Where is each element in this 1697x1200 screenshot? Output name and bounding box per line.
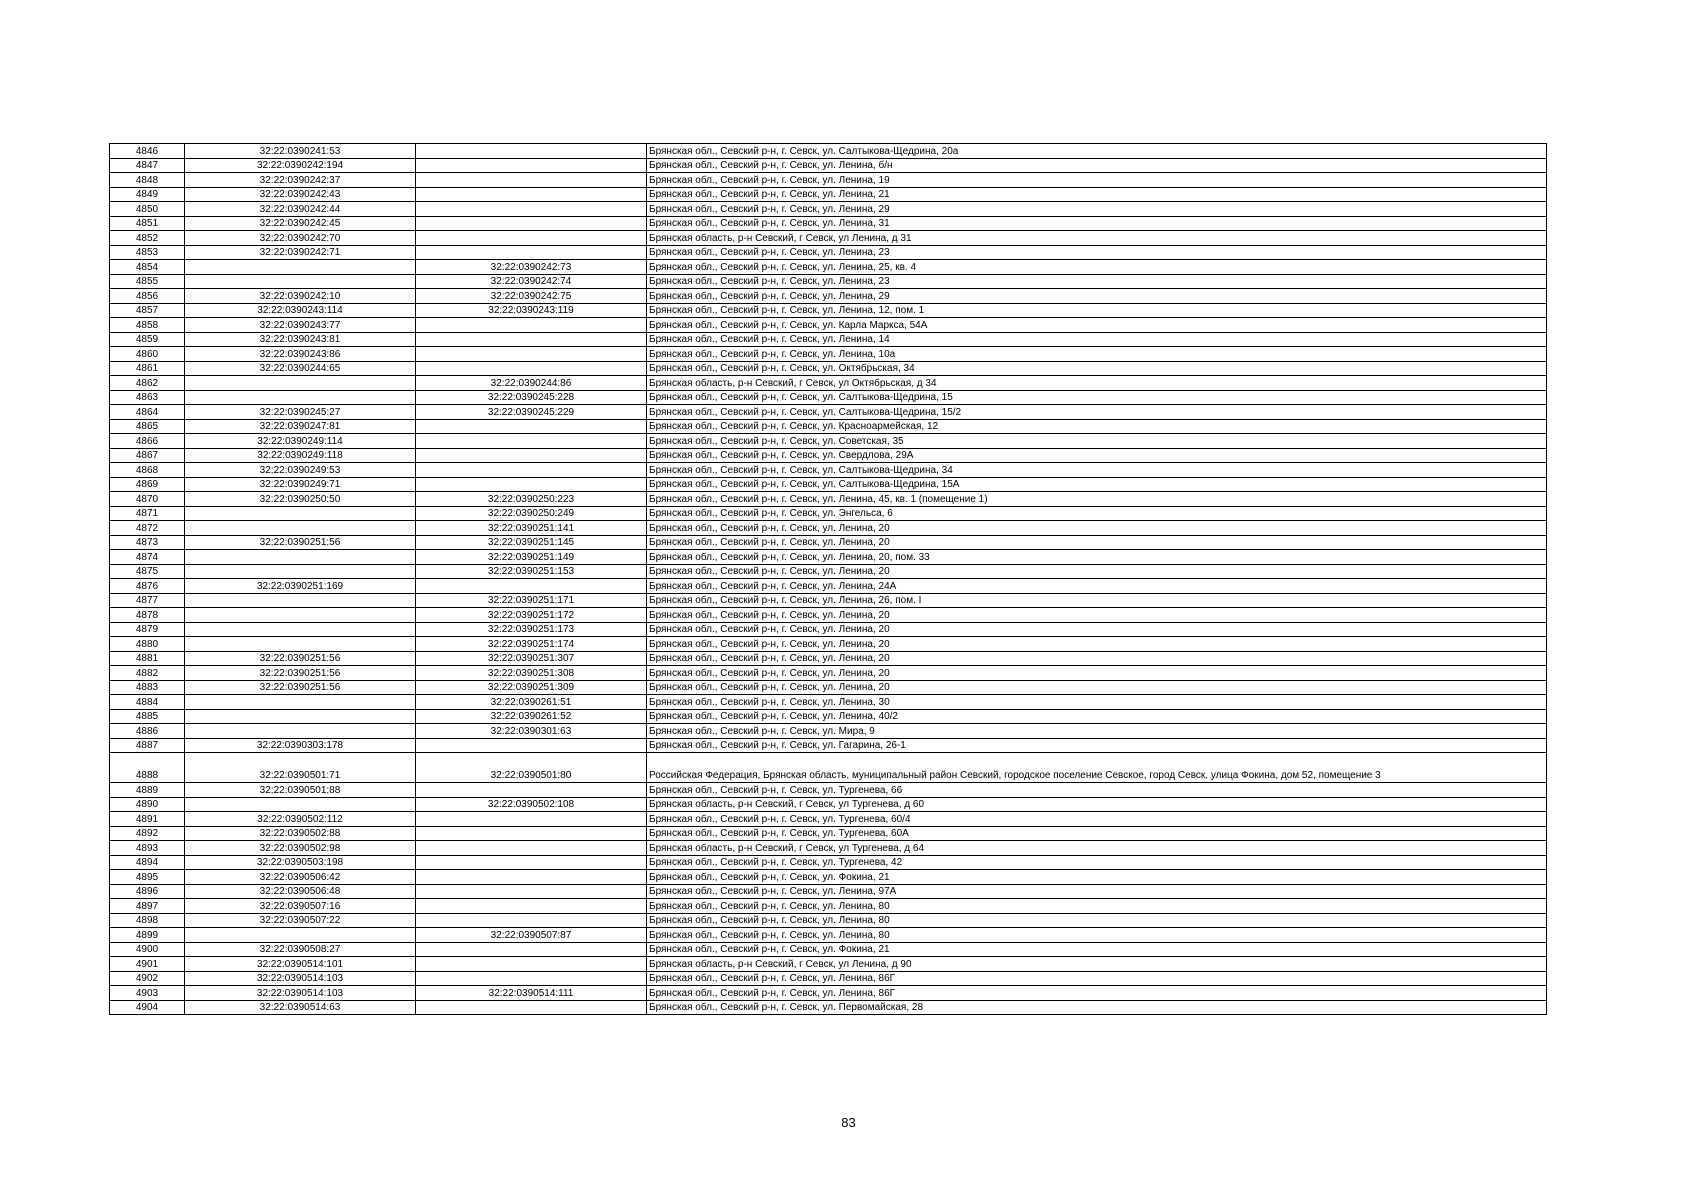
table-row bbox=[110, 448, 1547, 463]
table-row bbox=[110, 303, 1547, 318]
cadastral-number-cell: 32:22:0390251:56 bbox=[185, 535, 416, 550]
address-cell: Брянская обл., Севский р-н, г. Севск, ул. Салтыкова-Щедрина, 34 bbox=[647, 463, 1547, 478]
address-cell: Брянская область, р-н Севский, г Севск, ул Ленина, д 31 bbox=[647, 231, 1547, 246]
related-cadastral-number-cell: 32:22:0390245:228 bbox=[416, 390, 647, 405]
address-cell: Брянская обл., Севский р-н, г. Севск, ул. Ленина, 80 bbox=[647, 899, 1547, 914]
cadastral-number-cell: 32:22:0390507:16 bbox=[185, 899, 416, 914]
address-cell: Брянская обл., Севский р-н, г. Севск, ул. Фокина, 21 bbox=[647, 942, 1547, 957]
related-cadastral-number-cell: 32:22:0390514:111 bbox=[416, 986, 647, 1001]
address-cell: Брянская обл., Севский р-н, г. Севск, ул. Ленина, 20 bbox=[647, 651, 1547, 666]
row-number-cell: 4877 bbox=[110, 593, 185, 608]
related-cadastral-number-cell bbox=[416, 347, 647, 362]
table-row bbox=[110, 492, 1547, 507]
cadastral-number-cell: 32:22:0390250:50 bbox=[185, 492, 416, 507]
row-number-cell: 4888 bbox=[110, 753, 185, 783]
table-row bbox=[110, 231, 1547, 246]
address-cell: Брянская обл., Севский р-н, г. Севск, ул. Ленина, 23 bbox=[647, 245, 1547, 260]
row-number-cell: 4900 bbox=[110, 942, 185, 957]
related-cadastral-number-cell bbox=[416, 144, 647, 159]
table-row bbox=[110, 1000, 1547, 1015]
row-number-cell: 4873 bbox=[110, 535, 185, 550]
address-cell: Брянская обл., Севский р-н, г. Севск, ул. Ленина, 20 bbox=[647, 535, 1547, 550]
table-row bbox=[110, 535, 1547, 550]
related-cadastral-number-cell: 32:22:0390261:51 bbox=[416, 695, 647, 710]
row-number-cell: 4890 bbox=[110, 797, 185, 812]
row-number-cell: 4862 bbox=[110, 376, 185, 391]
address-cell: Брянская область, р-н Севский, г Севск, ул Тургенева, д 64 bbox=[647, 841, 1547, 856]
table-row bbox=[110, 260, 1547, 275]
cadastral-number-cell: 32:22:0390514:103 bbox=[185, 971, 416, 986]
cadastral-number-cell: 32:22:0390242:37 bbox=[185, 173, 416, 188]
related-cadastral-number-cell: 32:22:0390251:145 bbox=[416, 535, 647, 550]
address-cell: Брянская обл., Севский р-н, г. Севск, ул. Салтыкова-Щедрина, 15 bbox=[647, 390, 1547, 405]
address-cell: Брянская обл., Севский р-н, г. Севск, ул. Тургенева, 66 bbox=[647, 783, 1547, 798]
related-cadastral-number-cell bbox=[416, 855, 647, 870]
row-number-cell: 4878 bbox=[110, 608, 185, 623]
row-number-cell: 4874 bbox=[110, 550, 185, 565]
address-cell: Брянская обл., Севский р-н, г. Севск, ул. Гагарина, 26-1 bbox=[647, 738, 1547, 753]
cadastral-number-cell bbox=[185, 724, 416, 739]
related-cadastral-number-cell bbox=[416, 419, 647, 434]
address-cell: Брянская обл., Севский р-н, г. Севск, ул. Ленина, 86Г bbox=[647, 986, 1547, 1001]
related-cadastral-number-cell: 32:22:0390261:52 bbox=[416, 709, 647, 724]
cadastral-number-cell: 32:22:0390249:114 bbox=[185, 434, 416, 449]
table-row bbox=[110, 173, 1547, 188]
cadastral-number-cell bbox=[185, 797, 416, 812]
related-cadastral-number-cell: 32:22:0390242:74 bbox=[416, 274, 647, 289]
related-cadastral-number-cell: 32:22:0390251:307 bbox=[416, 651, 647, 666]
table-row bbox=[110, 666, 1547, 681]
address-cell: Брянская обл., Севский р-н, г. Севск, ул. Ленина, 12, пом. 1 bbox=[647, 303, 1547, 318]
related-cadastral-number-cell: 32:22:0390251:172 bbox=[416, 608, 647, 623]
table-row bbox=[110, 564, 1547, 579]
address-cell: Брянская обл., Севский р-н, г. Севск, ул. Тургенева, 60А bbox=[647, 826, 1547, 841]
page-number: 83 bbox=[841, 1115, 856, 1130]
row-number-cell: 4902 bbox=[110, 971, 185, 986]
cadastral-number-cell: 32:22:0390502:98 bbox=[185, 841, 416, 856]
table-row bbox=[110, 855, 1547, 870]
address-cell: Брянская обл., Севский р-н, г. Севск, ул. Ленина, 20 bbox=[647, 666, 1547, 681]
table-row bbox=[110, 521, 1547, 536]
related-cadastral-number-cell: 32:22:0390251:149 bbox=[416, 550, 647, 565]
cadastral-number-cell: 32:22:0390249:71 bbox=[185, 477, 416, 492]
cadastral-number-cell: 32:22:0390243:114 bbox=[185, 303, 416, 318]
address-cell: Брянская обл., Севский р-н, г. Севск, ул. Ленина, 40/2 bbox=[647, 709, 1547, 724]
table-row bbox=[110, 899, 1547, 914]
table-row bbox=[110, 274, 1547, 289]
related-cadastral-number-cell: 32:22:0390251:309 bbox=[416, 680, 647, 695]
cadastral-number-cell bbox=[185, 260, 416, 275]
related-cadastral-number-cell bbox=[416, 463, 647, 478]
registry-table bbox=[109, 143, 1547, 1015]
row-number-cell: 4863 bbox=[110, 390, 185, 405]
row-number-cell: 4872 bbox=[110, 521, 185, 536]
related-cadastral-number-cell bbox=[416, 332, 647, 347]
address-cell: Брянская обл., Севский р-н, г. Севск, ул. Ленина, 19 bbox=[647, 173, 1547, 188]
row-number-cell: 4897 bbox=[110, 899, 185, 914]
address-cell: Брянская обл., Севский р-н, г. Севск, ул. Ленина, б/н bbox=[647, 158, 1547, 173]
row-number-cell: 4903 bbox=[110, 986, 185, 1001]
related-cadastral-number-cell bbox=[416, 173, 647, 188]
cadastral-number-cell bbox=[185, 622, 416, 637]
address-cell: Брянская обл., Севский р-н, г. Севск, ул. Ленина, 20, пом. 33 bbox=[647, 550, 1547, 565]
row-number-cell: 4850 bbox=[110, 202, 185, 217]
table-row bbox=[110, 318, 1547, 333]
related-cadastral-number-cell: 32:22:0390251:308 bbox=[416, 666, 647, 681]
address-cell: Брянская обл., Севский р-н, г. Севск, ул. Ленина, 20 bbox=[647, 521, 1547, 536]
address-cell: Брянская обл., Севский р-н, г. Севск, ул. Ленина, 20 bbox=[647, 637, 1547, 652]
cadastral-number-cell: 32:22:0390251:56 bbox=[185, 666, 416, 681]
related-cadastral-number-cell bbox=[416, 738, 647, 753]
cadastral-number-cell: 32:22:0390502:112 bbox=[185, 812, 416, 827]
table-row bbox=[110, 376, 1547, 391]
table-row bbox=[110, 289, 1547, 304]
address-cell: Брянская обл., Севский р-н, г. Севск, ул. Ленина, 10а bbox=[647, 347, 1547, 362]
row-number-cell: 4882 bbox=[110, 666, 185, 681]
related-cadastral-number-cell bbox=[416, 899, 647, 914]
row-number-cell: 4868 bbox=[110, 463, 185, 478]
address-cell: Брянская область, р-н Севский, г Севск, ул Тургенева, д 60 bbox=[647, 797, 1547, 812]
cadastral-number-cell: 32:22:0390501:71 bbox=[185, 753, 416, 783]
row-number-cell: 4855 bbox=[110, 274, 185, 289]
address-cell: Брянская обл., Севский р-н, г. Севск, ул. Ленина, 97А bbox=[647, 884, 1547, 899]
address-cell: Брянская обл., Севский р-н, г. Севск, ул. Салтыкова-Щедрина, 15А bbox=[647, 477, 1547, 492]
row-number-cell: 4889 bbox=[110, 783, 185, 798]
table-row bbox=[110, 463, 1547, 478]
address-cell: Брянская обл., Севский р-н, г. Севск, ул. Красноармейская, 12 bbox=[647, 419, 1547, 434]
cadastral-number-cell: 32:22:0390242:45 bbox=[185, 216, 416, 231]
related-cadastral-number-cell bbox=[416, 477, 647, 492]
address-cell: Брянская обл., Севский р-н, г. Севск, ул. Салтыкова-Щедрина, 20а bbox=[647, 144, 1547, 159]
row-number-cell: 4885 bbox=[110, 709, 185, 724]
related-cadastral-number-cell bbox=[416, 579, 647, 594]
related-cadastral-number-cell: 32:22:0390501:80 bbox=[416, 753, 647, 783]
address-cell: Брянская обл., Севский р-н, г. Севск, ул. Ленина, 26, пом. I bbox=[647, 593, 1547, 608]
address-cell: Брянская обл., Севский р-н, г. Севск, ул. Тургенева, 42 bbox=[647, 855, 1547, 870]
row-number-cell: 4876 bbox=[110, 579, 185, 594]
address-cell: Брянская обл., Севский р-н, г. Севск, ул. Ленина, 24А bbox=[647, 579, 1547, 594]
row-number-cell: 4895 bbox=[110, 870, 185, 885]
row-number-cell: 4875 bbox=[110, 564, 185, 579]
address-cell: Брянская обл., Севский р-н, г. Севск, ул. Советская, 35 bbox=[647, 434, 1547, 449]
related-cadastral-number-cell: 32:22:0390245:229 bbox=[416, 405, 647, 420]
cadastral-number-cell: 32:22:0390242:43 bbox=[185, 187, 416, 202]
cadastral-number-cell: 32:22:0390245:27 bbox=[185, 405, 416, 420]
cadastral-number-cell: 32:22:0390243:81 bbox=[185, 332, 416, 347]
address-cell: Брянская обл., Севский р-н, г. Севск, ул. Ленина, 20 bbox=[647, 608, 1547, 623]
row-number-cell: 4851 bbox=[110, 216, 185, 231]
table-row bbox=[110, 477, 1547, 492]
address-cell: Брянская обл., Севский р-н, г. Севск, ул. Фокина, 21 bbox=[647, 870, 1547, 885]
table-row bbox=[110, 651, 1547, 666]
row-number-cell: 4894 bbox=[110, 855, 185, 870]
address-cell: Брянская обл., Севский р-н, г. Севск, ул. Ленина, 14 bbox=[647, 332, 1547, 347]
address-cell: Брянская обл., Севский р-н, г. Севск, ул. Ленина, 80 bbox=[647, 913, 1547, 928]
cadastral-number-cell: 32:22:0390251:56 bbox=[185, 680, 416, 695]
row-number-cell: 4896 bbox=[110, 884, 185, 899]
related-cadastral-number-cell bbox=[416, 942, 647, 957]
related-cadastral-number-cell bbox=[416, 318, 647, 333]
row-number-cell: 4847 bbox=[110, 158, 185, 173]
cadastral-number-cell: 32:22:0390244:65 bbox=[185, 361, 416, 376]
row-number-cell: 4879 bbox=[110, 622, 185, 637]
cadastral-number-cell: 32:22:0390242:70 bbox=[185, 231, 416, 246]
table-row bbox=[110, 202, 1547, 217]
related-cadastral-number-cell bbox=[416, 841, 647, 856]
table-row bbox=[110, 709, 1547, 724]
related-cadastral-number-cell bbox=[416, 231, 647, 246]
cadastral-number-cell bbox=[185, 593, 416, 608]
related-cadastral-number-cell bbox=[416, 812, 647, 827]
cadastral-number-cell: 32:22:0390507:22 bbox=[185, 913, 416, 928]
related-cadastral-number-cell bbox=[416, 783, 647, 798]
related-cadastral-number-cell: 32:22:0390251:141 bbox=[416, 521, 647, 536]
address-cell: Брянская обл., Севский р-н, г. Севск, ул. Октябрьская, 34 bbox=[647, 361, 1547, 376]
table-row bbox=[110, 622, 1547, 637]
row-number-cell: 4881 bbox=[110, 651, 185, 666]
row-number-cell: 4859 bbox=[110, 332, 185, 347]
cadastral-number-cell: 32:22:0390506:42 bbox=[185, 870, 416, 885]
registry-table-body bbox=[110, 144, 1547, 1015]
related-cadastral-number-cell bbox=[416, 434, 647, 449]
table-row bbox=[110, 506, 1547, 521]
cadastral-number-cell bbox=[185, 390, 416, 405]
row-number-cell: 4856 bbox=[110, 289, 185, 304]
table-row bbox=[110, 884, 1547, 899]
table-row bbox=[110, 928, 1547, 943]
table-row bbox=[110, 870, 1547, 885]
table-row bbox=[110, 347, 1547, 362]
table-row bbox=[110, 405, 1547, 420]
related-cadastral-number-cell: 32:22:0390502:108 bbox=[416, 797, 647, 812]
row-number-cell: 4901 bbox=[110, 957, 185, 972]
address-cell: Брянская обл., Севский р-н, г. Севск, ул. Ленина, 25, кв. 4 bbox=[647, 260, 1547, 275]
table-row bbox=[110, 332, 1547, 347]
cadastral-number-cell: 32:22:0390514:63 bbox=[185, 1000, 416, 1015]
table-row bbox=[110, 986, 1547, 1001]
related-cadastral-number-cell: 32:22:0390251:174 bbox=[416, 637, 647, 652]
related-cadastral-number-cell bbox=[416, 202, 647, 217]
table-row bbox=[110, 695, 1547, 710]
table-row bbox=[110, 361, 1547, 376]
related-cadastral-number-cell: 32:22:0390243:119 bbox=[416, 303, 647, 318]
related-cadastral-number-cell: 32:22:0390251:171 bbox=[416, 593, 647, 608]
row-number-cell: 4857 bbox=[110, 303, 185, 318]
address-cell: Брянская обл., Севский р-н, г. Севск, ул. Свердлова, 29А bbox=[647, 448, 1547, 463]
cadastral-number-cell: 32:22:0390506:48 bbox=[185, 884, 416, 899]
row-number-cell: 4854 bbox=[110, 260, 185, 275]
row-number-cell: 4864 bbox=[110, 405, 185, 420]
address-cell: Брянская область, р-н Севский, г Севск, ул Октябрьская, д 34 bbox=[647, 376, 1547, 391]
table-row bbox=[110, 608, 1547, 623]
row-number-cell: 4870 bbox=[110, 492, 185, 507]
related-cadastral-number-cell: 32:22:0390301:63 bbox=[416, 724, 647, 739]
cadastral-number-cell bbox=[185, 709, 416, 724]
related-cadastral-number-cell: 32:22:0390507:87 bbox=[416, 928, 647, 943]
cadastral-number-cell: 32:22:0390241:53 bbox=[185, 144, 416, 159]
cadastral-number-cell: 32:22:0390508:27 bbox=[185, 942, 416, 957]
related-cadastral-number-cell bbox=[416, 245, 647, 260]
table-row bbox=[110, 724, 1547, 739]
row-number-cell: 4892 bbox=[110, 826, 185, 841]
row-number-cell: 4893 bbox=[110, 841, 185, 856]
table-row bbox=[110, 783, 1547, 798]
related-cadastral-number-cell bbox=[416, 187, 647, 202]
related-cadastral-number-cell: 32:22:0390244:86 bbox=[416, 376, 647, 391]
related-cadastral-number-cell bbox=[416, 1000, 647, 1015]
cadastral-number-cell: 32:22:0390242:10 bbox=[185, 289, 416, 304]
cadastral-number-cell bbox=[185, 274, 416, 289]
table-row bbox=[110, 245, 1547, 260]
table-row bbox=[110, 680, 1547, 695]
address-cell: Брянская обл., Севский р-н, г. Севск, ул. Ленина, 21 bbox=[647, 187, 1547, 202]
related-cadastral-number-cell: 32:22:0390242:73 bbox=[416, 260, 647, 275]
row-number-cell: 4849 bbox=[110, 187, 185, 202]
cadastral-number-cell: 32:22:0390251:169 bbox=[185, 579, 416, 594]
row-number-cell: 4867 bbox=[110, 448, 185, 463]
table-row bbox=[110, 216, 1547, 231]
row-number-cell: 4853 bbox=[110, 245, 185, 260]
address-cell: Брянская обл., Севский р-н, г. Севск, ул. Ленина, 20 bbox=[647, 680, 1547, 695]
cadastral-number-cell: 32:22:0390242:44 bbox=[185, 202, 416, 217]
row-number-cell: 4860 bbox=[110, 347, 185, 362]
cadastral-number-cell: 32:22:0390249:53 bbox=[185, 463, 416, 478]
row-number-cell: 4871 bbox=[110, 506, 185, 521]
table-row bbox=[110, 942, 1547, 957]
cadastral-number-cell bbox=[185, 376, 416, 391]
table-row bbox=[110, 434, 1547, 449]
table-row bbox=[110, 753, 1547, 783]
related-cadastral-number-cell bbox=[416, 361, 647, 376]
cadastral-number-cell: 32:22:0390247:81 bbox=[185, 419, 416, 434]
cadastral-number-cell: 32:22:0390249:118 bbox=[185, 448, 416, 463]
table-row bbox=[110, 913, 1547, 928]
related-cadastral-number-cell: 32:22:0390242:75 bbox=[416, 289, 647, 304]
related-cadastral-number-cell: 32:22:0390250:223 bbox=[416, 492, 647, 507]
row-number-cell: 4898 bbox=[110, 913, 185, 928]
cadastral-number-cell bbox=[185, 608, 416, 623]
table-row bbox=[110, 738, 1547, 753]
row-number-cell: 4899 bbox=[110, 928, 185, 943]
cadastral-number-cell: 32:22:0390243:77 bbox=[185, 318, 416, 333]
cadastral-number-cell: 32:22:0390514:103 bbox=[185, 986, 416, 1001]
table-row bbox=[110, 593, 1547, 608]
table-row bbox=[110, 957, 1547, 972]
table-row bbox=[110, 419, 1547, 434]
row-number-cell: 4887 bbox=[110, 738, 185, 753]
row-number-cell: 4861 bbox=[110, 361, 185, 376]
row-number-cell: 4886 bbox=[110, 724, 185, 739]
row-number-cell: 4852 bbox=[110, 231, 185, 246]
row-number-cell: 4846 bbox=[110, 144, 185, 159]
table-row bbox=[110, 841, 1547, 856]
related-cadastral-number-cell bbox=[416, 158, 647, 173]
address-cell: Брянская обл., Севский р-н, г. Севск, ул. Ленина, 45, кв. 1 (помещение 1) bbox=[647, 492, 1547, 507]
cadastral-number-cell: 32:22:0390502:88 bbox=[185, 826, 416, 841]
row-number-cell: 4884 bbox=[110, 695, 185, 710]
address-cell: Брянская обл., Севский р-н, г. Севск, ул. Энгельса, 6 bbox=[647, 506, 1547, 521]
address-cell: Брянская обл., Севский р-н, г. Севск, ул. Ленина, 80 bbox=[647, 928, 1547, 943]
cadastral-number-cell: 32:22:0390303:178 bbox=[185, 738, 416, 753]
cadastral-number-cell: 32:22:0390242:71 bbox=[185, 245, 416, 260]
related-cadastral-number-cell: 32:22:0390251:153 bbox=[416, 564, 647, 579]
table-row bbox=[110, 158, 1547, 173]
row-number-cell: 4880 bbox=[110, 637, 185, 652]
cadastral-number-cell bbox=[185, 550, 416, 565]
cadastral-number-cell bbox=[185, 521, 416, 536]
related-cadastral-number-cell bbox=[416, 216, 647, 231]
table-row bbox=[110, 797, 1547, 812]
related-cadastral-number-cell bbox=[416, 971, 647, 986]
address-cell: Брянская обл., Севский р-н, г. Севск, ул. Ленина, 31 bbox=[647, 216, 1547, 231]
related-cadastral-number-cell bbox=[416, 870, 647, 885]
row-number-cell: 4904 bbox=[110, 1000, 185, 1015]
cadastral-number-cell: 32:22:0390503:198 bbox=[185, 855, 416, 870]
address-cell: Брянская обл., Севский р-н, г. Севск, ул. Ленина, 20 bbox=[647, 622, 1547, 637]
address-cell: Российская Федерация, Брянская область, муниципальный район Севский, городское поселение Севское, город Севск, улица Фокина, дом 52, помещение 3 bbox=[647, 753, 1547, 783]
address-cell: Брянская обл., Севский р-н, г. Севск, ул. Ленина, 20 bbox=[647, 564, 1547, 579]
cadastral-number-cell bbox=[185, 637, 416, 652]
row-number-cell: 4883 bbox=[110, 680, 185, 695]
table-row bbox=[110, 812, 1547, 827]
address-cell: Брянская обл., Севский р-н, г. Севск, ул. Первомайская, 28 bbox=[647, 1000, 1547, 1015]
related-cadastral-number-cell: 32:22:0390251:173 bbox=[416, 622, 647, 637]
address-cell: Брянская обл., Севский р-н, г. Севск, ул. Ленина, 29 bbox=[647, 289, 1547, 304]
cadastral-number-cell bbox=[185, 564, 416, 579]
address-cell: Брянская обл., Севский р-н, г. Севск, ул. Мира, 9 bbox=[647, 724, 1547, 739]
related-cadastral-number-cell bbox=[416, 913, 647, 928]
table-row bbox=[110, 579, 1547, 594]
table-row bbox=[110, 550, 1547, 565]
address-cell: Брянская обл., Севский р-н, г. Севск, ул. Тургенева, 60/4 bbox=[647, 812, 1547, 827]
table-row bbox=[110, 144, 1547, 159]
cadastral-number-cell: 32:22:0390501:88 bbox=[185, 783, 416, 798]
row-number-cell: 4891 bbox=[110, 812, 185, 827]
cadastral-number-cell: 32:22:0390514:101 bbox=[185, 957, 416, 972]
related-cadastral-number-cell: 32:22:0390250:249 bbox=[416, 506, 647, 521]
address-cell: Брянская обл., Севский р-н, г. Севск, ул. Салтыкова-Щедрина, 15/2 bbox=[647, 405, 1547, 420]
cadastral-number-cell bbox=[185, 506, 416, 521]
address-cell: Брянская обл., Севский р-н, г. Севск, ул. Ленина, 23 bbox=[647, 274, 1547, 289]
address-cell: Брянская обл., Севский р-н, г. Севск, ул. Карла Маркса, 54А bbox=[647, 318, 1547, 333]
related-cadastral-number-cell bbox=[416, 957, 647, 972]
cadastral-number-cell: 32:22:0390251:56 bbox=[185, 651, 416, 666]
cadastral-number-cell: 32:22:0390242:194 bbox=[185, 158, 416, 173]
table-row bbox=[110, 187, 1547, 202]
address-cell: Брянская область, р-н Севский, г Севск, ул Ленина, д 90 bbox=[647, 957, 1547, 972]
row-number-cell: 4848 bbox=[110, 173, 185, 188]
cadastral-number-cell: 32:22:0390243:86 bbox=[185, 347, 416, 362]
row-number-cell: 4866 bbox=[110, 434, 185, 449]
table-row bbox=[110, 390, 1547, 405]
related-cadastral-number-cell bbox=[416, 826, 647, 841]
table-row bbox=[110, 637, 1547, 652]
related-cadastral-number-cell bbox=[416, 448, 647, 463]
address-cell: Брянская обл., Севский р-н, г. Севск, ул. Ленина, 86Г bbox=[647, 971, 1547, 986]
address-cell: Брянская обл., Севский р-н, г. Севск, ул. Ленина, 30 bbox=[647, 695, 1547, 710]
related-cadastral-number-cell bbox=[416, 884, 647, 899]
cadastral-number-cell bbox=[185, 928, 416, 943]
table-row bbox=[110, 826, 1547, 841]
address-cell: Брянская обл., Севский р-н, г. Севск, ул. Ленина, 29 bbox=[647, 202, 1547, 217]
table-row bbox=[110, 971, 1547, 986]
row-number-cell: 4858 bbox=[110, 318, 185, 333]
row-number-cell: 4869 bbox=[110, 477, 185, 492]
cadastral-number-cell bbox=[185, 695, 416, 710]
row-number-cell: 4865 bbox=[110, 419, 185, 434]
